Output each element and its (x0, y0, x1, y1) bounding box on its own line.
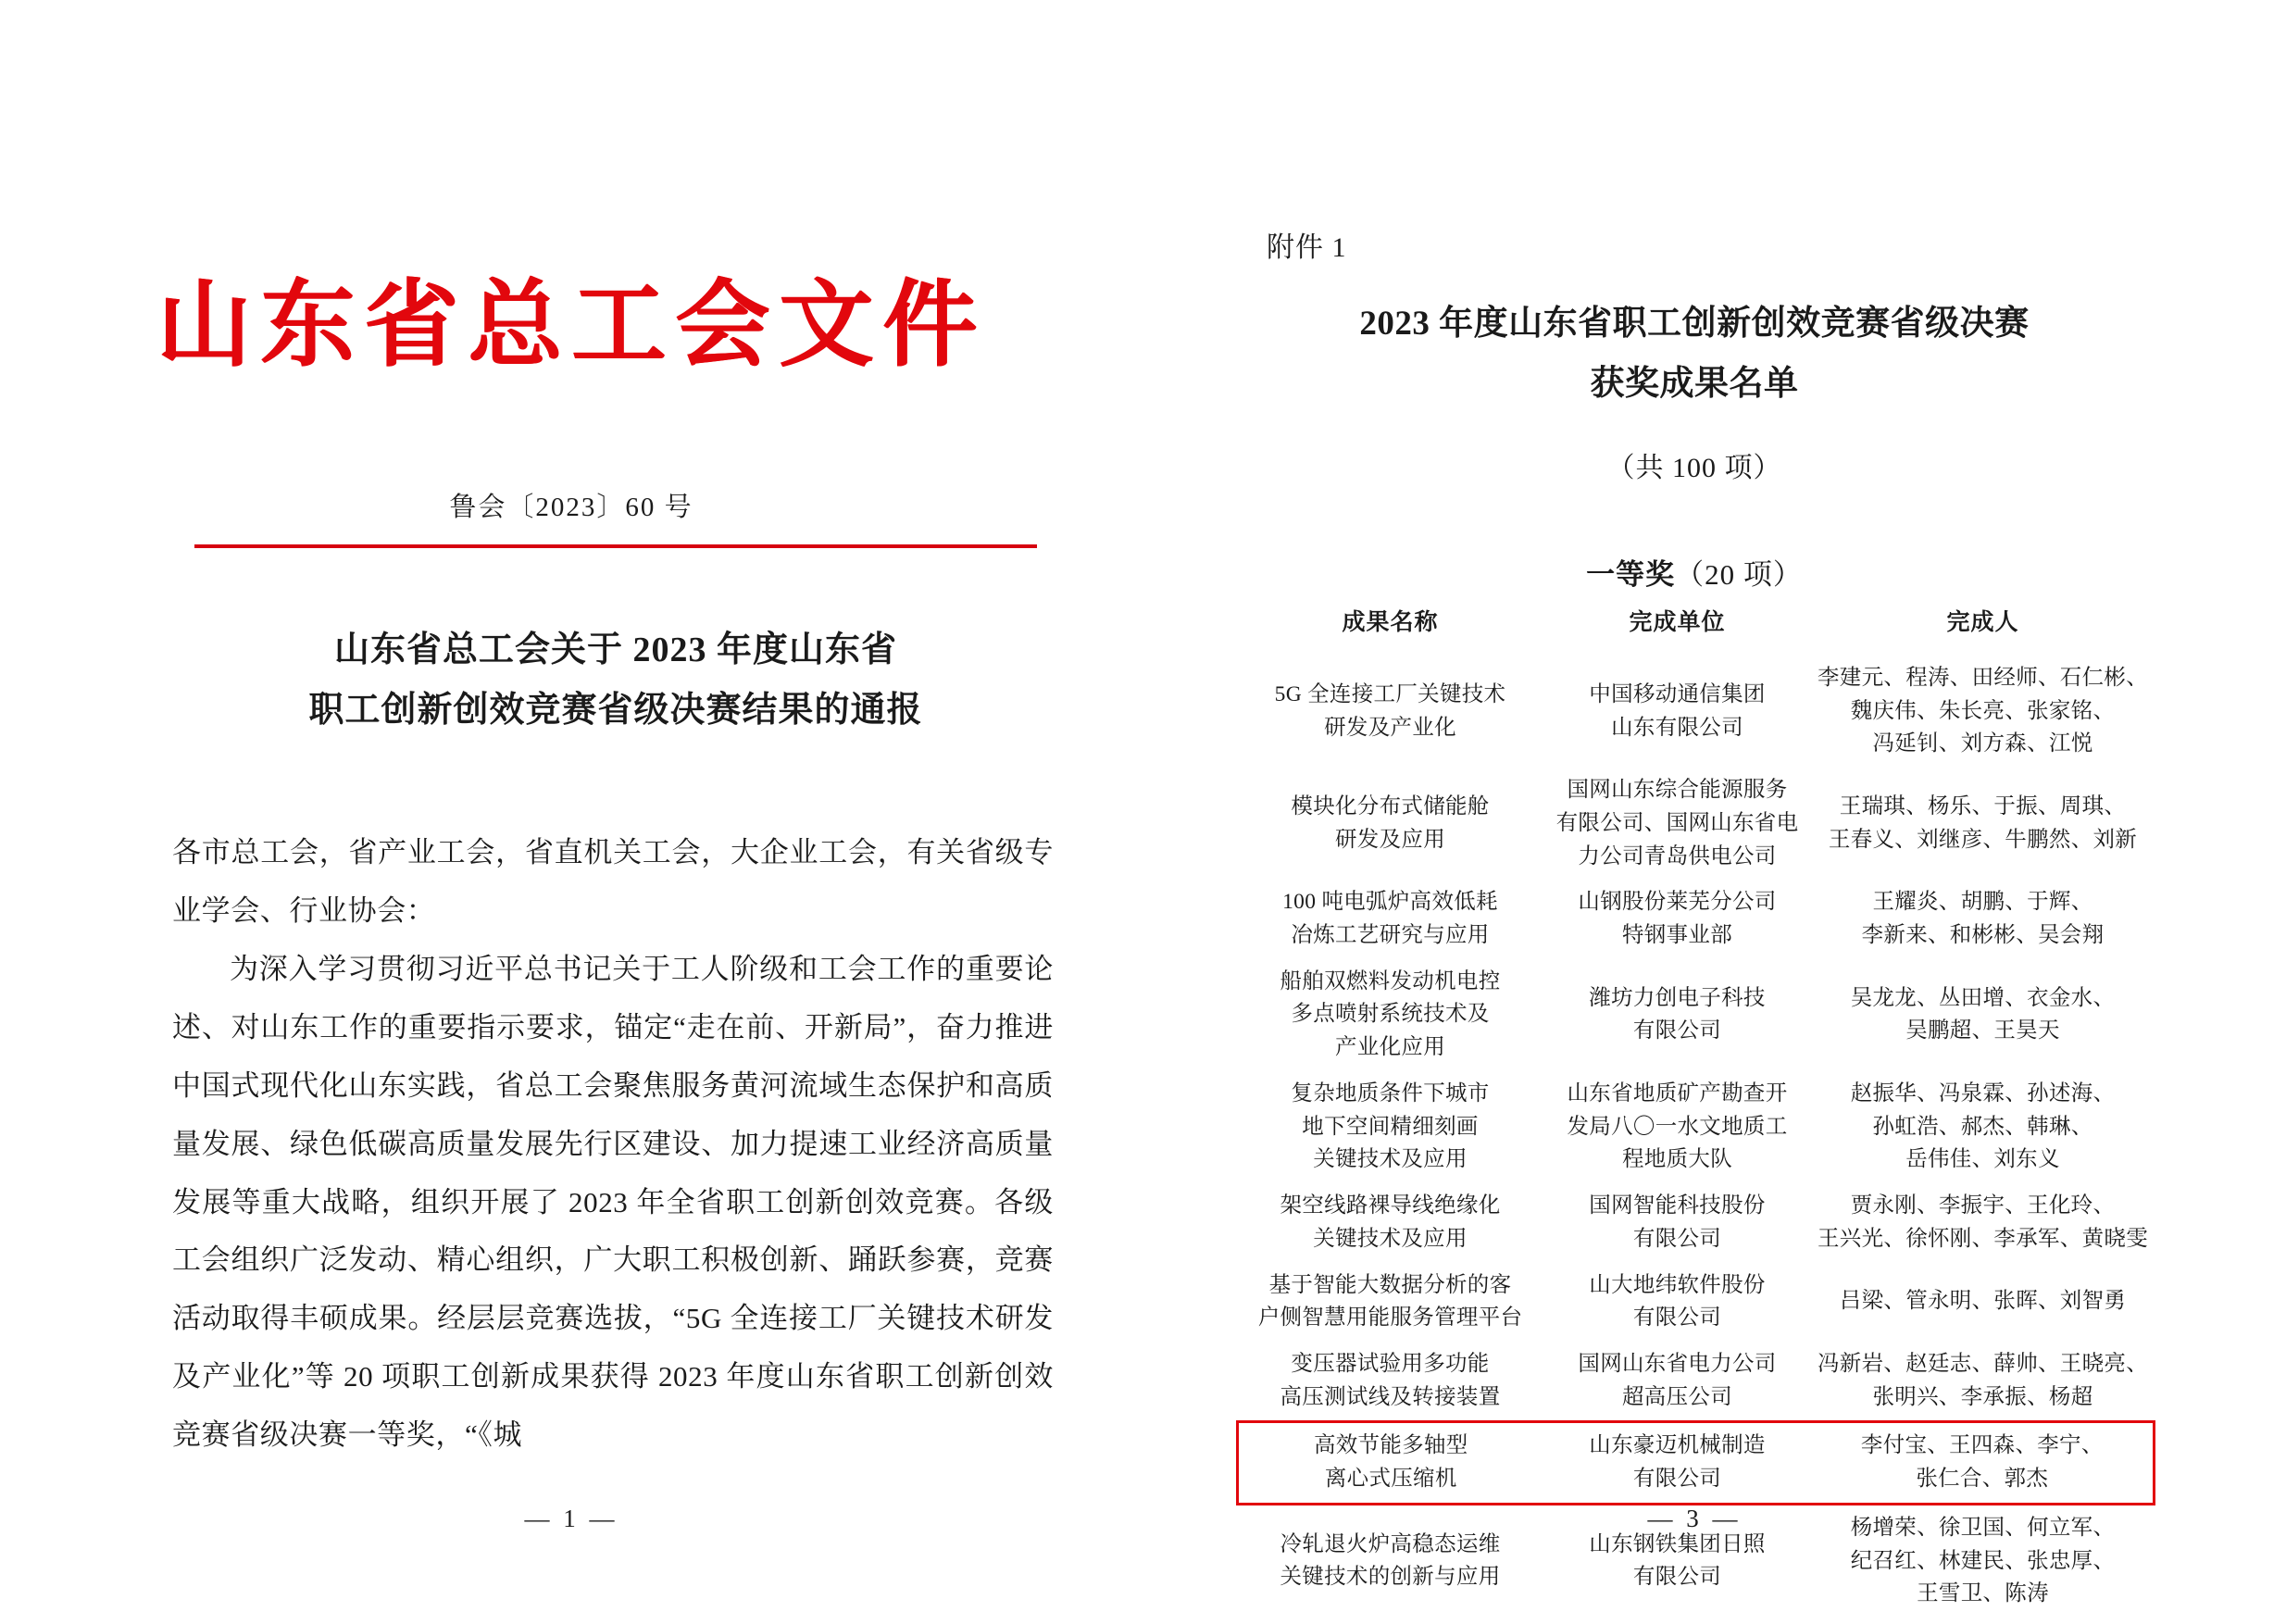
cell-result-name-line: 多点喷射系统技术及 (1291, 1002, 1490, 1027)
masthead-title: 山东省总工会文件 (156, 269, 986, 381)
cell-result-name-line: 高效节能多轴型 (1313, 1433, 1468, 1458)
document-number: 鲁会〔2023〕60 号 (449, 493, 693, 522)
attachment-title-line-1: 2023 年度山东省职工创新创效竞赛省级决赛 (1359, 305, 2030, 343)
table-row (1238, 880, 2155, 958)
cell-result-people-line: 张明兴、李承振、杨超 (1872, 1384, 2093, 1409)
cell-result-unit-line: 有限公司、国网山东省电 (1555, 810, 1799, 835)
cell-result-people-line: 岳伟佳、刘东义 (1905, 1147, 2060, 1172)
cell-result-name-line: 产业化应用 (1335, 1035, 1445, 1060)
cell-result-unit-line: 发局八〇一水文地质工 (1567, 1114, 1788, 1139)
award-level-name: 一等奖 (1586, 558, 1676, 591)
cell-result-unit-line: 程地质大队 (1622, 1147, 1732, 1172)
cell-result-people-line: 王瑞琪、杨乐、于振、周琪、 (1839, 794, 2127, 819)
column-header-name: 成果名称 (1342, 610, 1439, 635)
cell-result-unit-line: 有限公司 (1632, 1018, 1722, 1043)
cell-result-people (1812, 1263, 2155, 1342)
cell-result-name (1238, 656, 1543, 768)
document-title (167, 620, 1065, 742)
attachment-title-line-2: 获奖成果名单 (1590, 364, 1799, 403)
column-header-people: 完成人 (1946, 610, 2019, 635)
cell-result-people-line: 贾永刚、李振宇、王化玲、 (1850, 1193, 2116, 1218)
table-header-row (1238, 602, 2155, 656)
table-row (1238, 1263, 2155, 1342)
cell-result-people-line: 张仁合、郭杰 (1916, 1467, 2049, 1492)
cell-result-unit-line: 特钢事业部 (1622, 923, 1732, 948)
table-row (1238, 1342, 2155, 1422)
attachment-title (1231, 294, 2157, 415)
cell-result-name-line: 基于智能大数据分析的客 (1268, 1272, 1512, 1297)
cell-result-unit (1543, 1183, 1812, 1262)
cell-result-people-line: 魏庆伟、朱长亮、张家铭、 (1850, 698, 2116, 723)
cell-result-unit-line: 有限公司 (1632, 1226, 1722, 1251)
cell-result-name (1238, 1183, 1543, 1262)
red-divider-rule (194, 544, 1037, 548)
cell-result-unit-line: 潍坊力创电子科技 (1589, 985, 1766, 1010)
cell-result-name-line: 关键技术及应用 (1313, 1226, 1468, 1251)
cell-result-unit-line: 国网山东省电力公司 (1578, 1351, 1777, 1376)
cell-result-name (1238, 880, 1543, 958)
cell-result-unit-line: 有限公司 (1632, 1305, 1722, 1330)
award-level-heading (1231, 551, 2157, 593)
cell-result-name (1238, 959, 1543, 1071)
cell-result-people-line: 吴龙龙、丛田增、衣金水、 (1850, 985, 2116, 1010)
cell-result-unit (1543, 1071, 1812, 1183)
cell-result-unit-line: 超高压公司 (1622, 1384, 1732, 1409)
cell-result-name-line: 户侧智慧用能服务管理平台 (1257, 1305, 1523, 1330)
cell-result-name-line: 离心式压缩机 (1324, 1467, 1457, 1492)
cell-result-unit-line: 国网山东综合能源服务 (1567, 778, 1788, 803)
cell-result-people-line: 李新来、和彬彬、吴会翔 (1861, 923, 2105, 948)
cell-result-people (1812, 1183, 2155, 1262)
cell-result-name-line: 100 吨电弧炉高效低耗 (1282, 890, 1498, 915)
table-row (1238, 1071, 2155, 1183)
cell-result-unit (1543, 959, 1812, 1071)
cell-result-unit (1543, 656, 1812, 768)
document-body (172, 824, 1054, 1465)
cell-result-name-line: 船舶双燃料发动机电控 (1280, 968, 1501, 993)
cell-result-people-line: 李付宝、王四森、李宁、 (1860, 1433, 2104, 1458)
cell-result-unit (1543, 1263, 1812, 1342)
cell-result-unit (1543, 1422, 1812, 1504)
cell-result-people-line: 纪召红、林建民、张忠厚、 (1850, 1548, 2116, 1573)
cell-result-name-line: 研发及产业化 (1324, 715, 1456, 740)
cell-result-people-line: 王耀炎、胡鹏、于辉、 (1872, 890, 2093, 915)
cell-result-unit-line: 有限公司 (1632, 1565, 1722, 1590)
document-title-line-2: 职工创新创效竞赛省级决赛结果的通报 (308, 691, 923, 731)
cell-result-people-line: 王雪卫、陈涛 (1917, 1581, 2049, 1606)
cell-result-unit-line: 山东有限公司 (1611, 715, 1743, 740)
cell-result-name-line: 冶炼工艺研究与应用 (1291, 923, 1490, 948)
cell-result-name (1238, 1422, 1543, 1504)
results-table (1236, 602, 2155, 1618)
cell-result-unit-line: 国网智能科技股份 (1589, 1193, 1766, 1218)
body-paragraph-salutation: 各市总工会，省产业工会，省直机关工会，大企业工会，有关省级专业学会、行业协会： (172, 836, 1054, 927)
cell-result-name-line: 复杂地质条件下城市 (1291, 1081, 1490, 1106)
cell-result-unit-line: 山钢股份莱芜分公司 (1578, 890, 1777, 915)
cell-result-people (1812, 1422, 2155, 1504)
attachment-label: 附件 1 (1267, 232, 1347, 263)
cell-result-name-line: 5G 全连接工厂关键技术 (1274, 681, 1506, 706)
cell-result-unit-line: 山大地纬软件股份 (1589, 1272, 1766, 1297)
cell-result-people-line: 李建元、程涛、田经师、石仁彬、 (1818, 666, 2148, 690)
cell-result-name (1238, 768, 1543, 880)
cell-result-people-line: 冯新岩、赵廷志、薛帅、王晓亮、 (1818, 1351, 2148, 1376)
cell-result-unit-line: 山东钢铁集团日照 (1589, 1531, 1766, 1556)
cell-result-name-line: 变压器试验用多功能 (1291, 1351, 1490, 1376)
cell-result-unit (1543, 1342, 1812, 1422)
cell-result-unit (1543, 880, 1812, 958)
cell-result-name-line: 架空线路裸导线绝缘化 (1280, 1193, 1501, 1218)
cell-result-people-line: 杨增荣、徐卫国、何立军、 (1850, 1515, 2116, 1540)
cell-result-unit-line: 力公司青岛供电公司 (1578, 843, 1777, 868)
cell-result-people (1812, 768, 2155, 880)
table-row (1238, 768, 2155, 880)
column-header-unit: 完成单位 (1629, 610, 1726, 635)
cell-result-people (1812, 656, 2155, 768)
right-page-number: — 3 — (1647, 1505, 1742, 1532)
cell-result-people (1812, 959, 2155, 1071)
cell-result-unit-line: 中国移动通信集团 (1589, 681, 1766, 706)
cell-result-name-line: 关键技术的创新与应用 (1280, 1565, 1501, 1590)
cell-result-name-line: 冷轧退火炉高稳态运维 (1280, 1531, 1501, 1556)
cell-result-name-line: 研发及应用 (1335, 827, 1445, 852)
cell-result-name-line: 地下空间精细刻画 (1302, 1114, 1479, 1139)
cell-result-people-line: 孙虹浩、郝杰、韩琳、 (1872, 1114, 2093, 1139)
table-row (1238, 1183, 2155, 1262)
table-row (1238, 656, 2155, 768)
cell-result-name-line: 高压测试线及转接装置 (1280, 1384, 1501, 1409)
cell-result-people-line: 吴鹏超、王昊天 (1905, 1018, 2060, 1043)
cell-result-people (1812, 880, 2155, 958)
cell-result-people-line: 赵振华、冯泉霖、孙述海、 (1850, 1081, 2116, 1106)
cell-result-name-line: 关键技术及应用 (1313, 1147, 1468, 1172)
document-title-line-1: 山东省总工会关于 2023 年度山东省 (333, 631, 897, 669)
cell-result-name (1238, 1342, 1543, 1422)
body-paragraph-1: 为深入学习贯彻习近平总书记关于工人阶级和工会工作的重要论述、对山东工作的重要指示要求，锚定“走在前、开新局”，奋力推进中国式现代化山东实践，省总工会聚焦服务黄河流域生态保护和高质量发展、绿色低碳高质量发展先行区建设、加力提速工业经济高质量发展等重大战略，组织开展了 2023 年全省职工创新创效竞赛。各级工会组织广泛发动、精心组织，广大职工积极创新、踊跃参赛，竞赛活动取得丰硕成果。经层层竞赛选拔，“5G 全连接工厂关键技术研发及产业化”等 20 项职工创新成果获得 2023 年度山东省职工创新创效竞赛省级决赛一等奖，“《城 (172, 952, 1054, 1452)
cell-result-unit-line: 有限公司 (1632, 1467, 1722, 1492)
cell-result-name (1238, 1263, 1543, 1342)
cell-result-unit (1543, 768, 1812, 880)
cell-result-people (1812, 1342, 2155, 1422)
cell-result-people-line: 王兴光、徐怀刚、李承军、黄晓雯 (1818, 1226, 2148, 1251)
cell-result-people (1812, 1071, 2155, 1183)
cell-result-people-line: 冯延钊、刘方森、江悦 (1872, 731, 2093, 756)
table-row (1238, 1422, 2155, 1504)
cell-result-name-line: 模块化分布式储能舱 (1291, 794, 1490, 819)
table-row (1238, 959, 2155, 1071)
cell-result-name (1238, 1071, 1543, 1183)
cell-result-people-line: 王春义、刘继彦、牛鹏然、刘新 (1828, 827, 2138, 852)
award-level-count: （20 项） (1675, 558, 1803, 591)
left-page-number: — 1 — (524, 1505, 618, 1532)
cell-result-unit-line: 山东豪迈机械制造 (1589, 1433, 1766, 1458)
cell-result-unit-line: 山东省地质矿产勘查开 (1567, 1081, 1788, 1106)
attachment-subtitle: （共 100 项） (1606, 453, 1782, 483)
cell-result-people-line: 吕梁、管永明、张晖、刘智勇 (1839, 1289, 2127, 1314)
